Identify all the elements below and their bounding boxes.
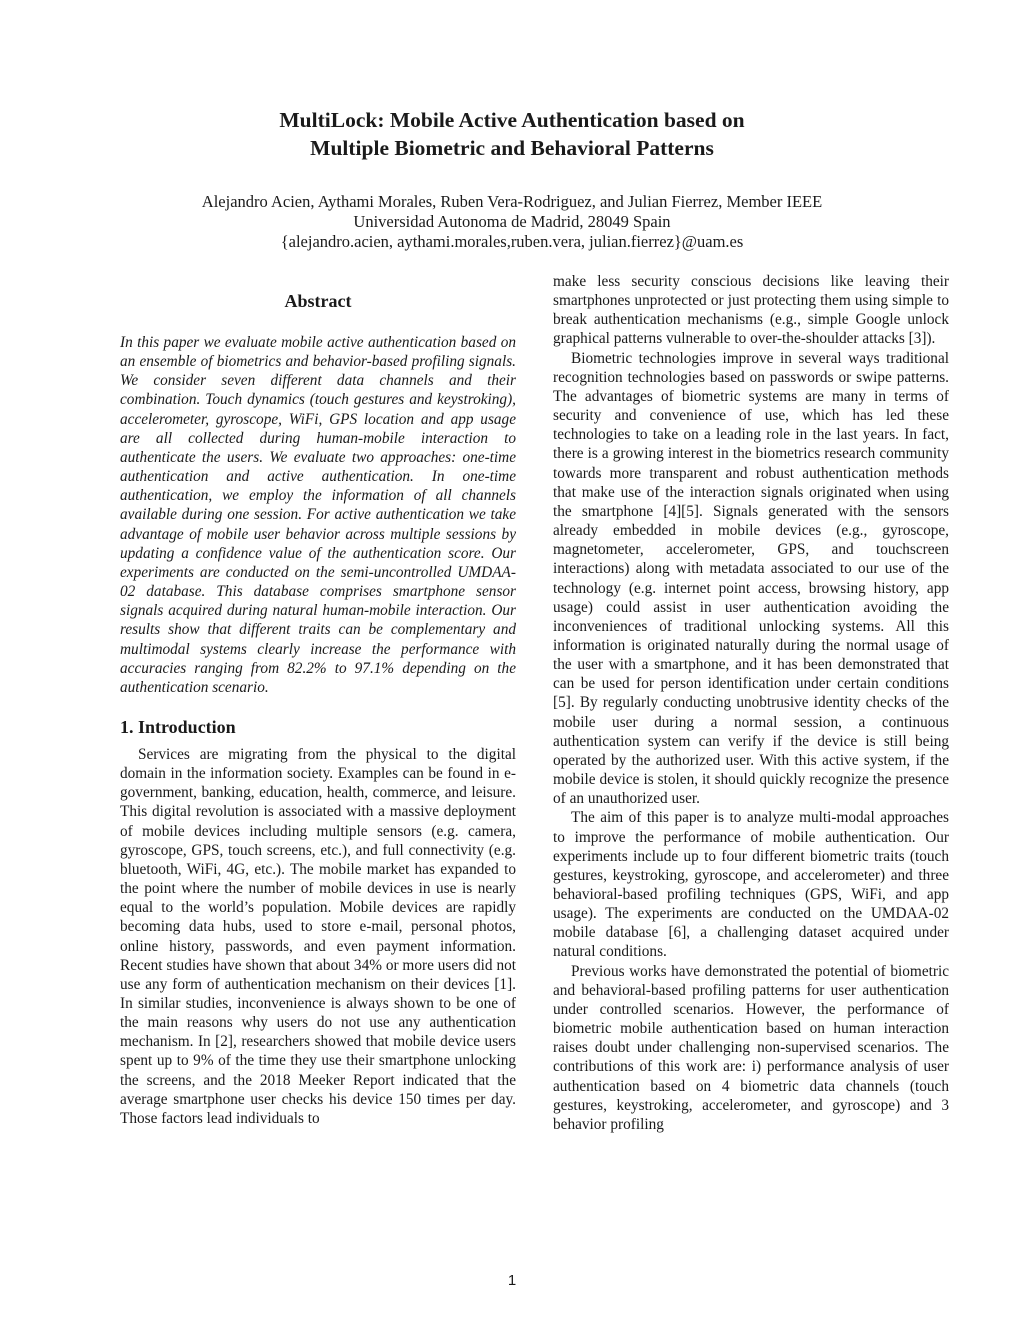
author-affiliation: Universidad Autonoma de Madrid, 28049 Spain xyxy=(353,212,671,231)
paper-title xyxy=(0,106,1024,162)
abstract-heading: Abstract xyxy=(284,291,352,311)
left-column xyxy=(120,290,516,1128)
right-column xyxy=(553,272,949,1134)
introduction-paragraph-1-continued: make less security conscious decisions like leaving their smartphones unprotected or just protecting them using simple to break authentication mechanisms (e.g., simple Google unlock graphical patterns vulnerable to over-the-shoulder attacks [3]). xyxy=(553,273,949,348)
introduction-paragraph-2: Biometric technologies improve in several ways traditional recognition technologies based on passwords or swipe patterns. The advantages of biometric systems are many in terms of security and convenience of use, which has led these technologies to take on a leading role in the last years. In fact, there is a growing interest in the biometrics research community towards more transparent and robust authentication methods that make use of the interaction signals originated when using the smartphone [4][5]. Signals generated with the sensors already embedded in mobile devices (e.g., gyroscope, magnetometer, accelerometer, GPS, and touchscreen interactions) along with metadata associated to our use of the technology (e.g. internet point access, browsing history, app usage) could assist in user authentication avoiding the inconveniences of traditional unlocking systems. All this information is originated naturally during the normal usage of the user with a smartphone, and it has been demonstrated that can be used for person identification under certain conditions [5]. By regularly conducting unobtrusive identity checks of the mobile user during a normal session, a continuous authentication system can verify if the device is still being operated by the authorized user. With this active system, if the mobile device is stolen, it should quickly recognize the presence of an unauthorized user. xyxy=(553,349,949,808)
author-emails: {alejandro.acien, aythami.morales,ruben.vera, julian.fierrez}@uam.es xyxy=(280,232,744,251)
introduction-paragraph-1: Services are migrating from the physical to the digital domain in the information society. Examples can be found in e-government, banking, education, health, commerce, and leisure. This digital revolution is associated with a massive deployment of mobile devices including multiple sensors (e.g. camera, gyroscope, GPS, touch screens, etc.), and full connectivity (e.g. bluetooth, WiFi, 4G, etc.). The mobile market has expanded to the point where the number of mobile devices in use is nearly equal to the world’s population. Mobile devices are rapidly becoming data hubs, used to store e-mail, personal photos, online history, passwords, and even payment information. Recent studies have shown that about 34% or more users did not use any form of authentication mechanism on their devices [1]. In similar studies, inconvenience is always shown to be one of the main reasons why users do not use any authentication mechanism. In [2], researchers showed that mobile device users spent up to 9% of the time they use their smartphone unlocking the screens, and the 2018 Meeker Report indicated that the average smartphone user checks his device 150 times per day. Those factors lead individuals to xyxy=(120,745,516,1127)
author-block xyxy=(0,192,1024,252)
introduction-paragraph-3: The aim of this paper is to analyze multi-modal approaches to improve the performance of mobile authentication. Our experiments include up to four different biometric traits (touch gestures, keystroking, gyroscope, and accelerometer) and three behavioral-based profiling techniques (GPS, WiFi, and app usage). The experiments are conducted on the UMDAA-02 mobile database [6], a challenging dataset acquired under natural conditions. xyxy=(553,809,949,961)
paper-title-line-2: Multiple Biometric and Behavioral Patterns xyxy=(310,136,714,160)
introduction-heading: 1. Introduction xyxy=(120,716,236,737)
paper-title-line-1: MultiLock: Mobile Active Authentication based on xyxy=(279,108,745,132)
page-number: 1 xyxy=(507,1272,517,1289)
introduction-paragraph-4: Previous works have demonstrated the potential of biometric and behavioral-based profiling patterns for user authentication under controlled scenarios. However, the performance of biometric mobile authentication based on human interaction raises doubt under challenging non-supervised scenarios. The contributions of this work are: i) performance analysis of user authentication based on 4 biometric data channels (touch gestures, keystroking, accelerometer, and gyroscope) and 3 behavior profiling xyxy=(553,962,949,1133)
author-names: Alejandro Acien, Aythami Morales, Ruben Vera-Rodriguez, and Julian Fierrez, Member IEEE xyxy=(201,192,823,211)
abstract-body: In this paper we evaluate mobile active authentication based on an ensemble of biometrics and behavior-based profiling signals. We consider seven different data channels and their combination. Touch dynamics (touch gestures and keystroking), accelerometer, gyroscope, WiFi, GPS location and app usage are all collected during human-mobile interaction to authenticate the users. We evaluate two approaches: one-time authentication and active authentication. In one-time authentication, we employ the information of all channels available during one session. For active authentication we take advantage of mobile user behavior across multiple sessions by updating a confidence value of the authentication score. Our experiments are conducted on the semi-uncontrolled UMDAA-02 database. This database comprises smartphone sensor signals acquired during natural human-mobile interaction. Our results show that different traits can be complementary and multimodal systems clearly increase the performance with accuracies ranging from 82.2% to 97.1% depending on the authentication scenario. xyxy=(120,334,516,696)
